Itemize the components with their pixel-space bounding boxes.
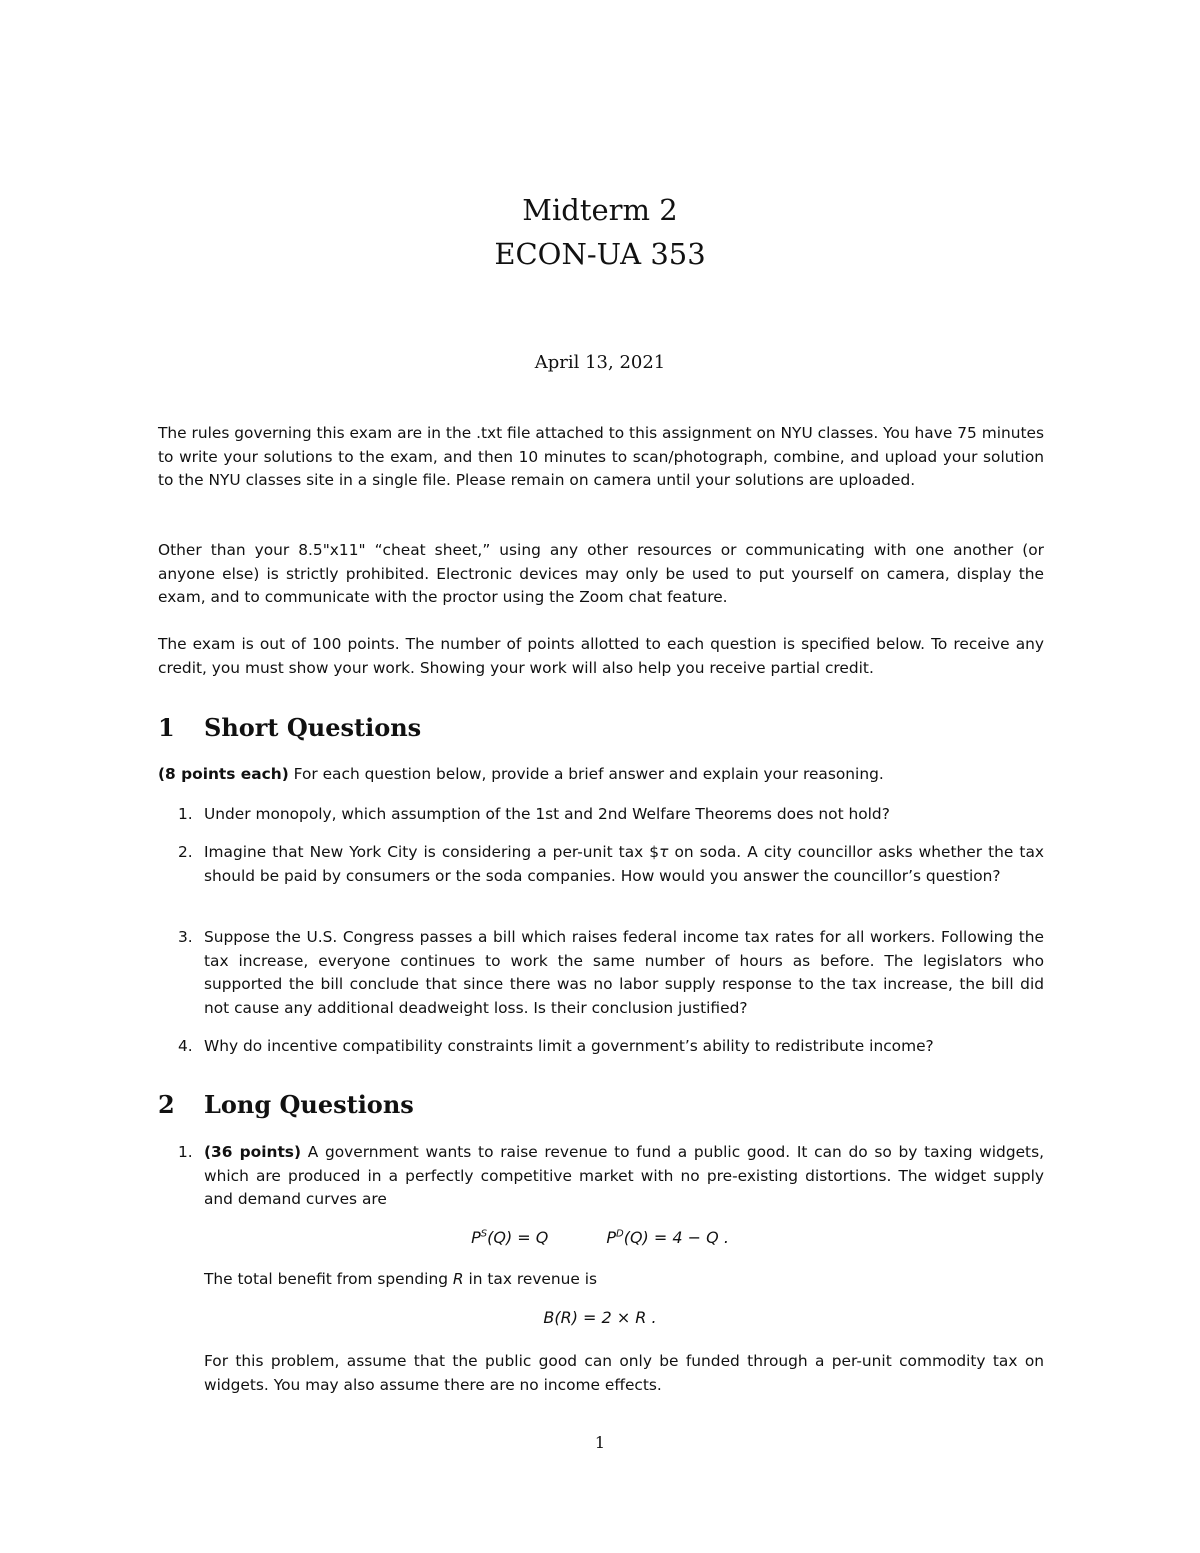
supply-equation-rest: (Q) = Q bbox=[487, 1228, 549, 1247]
page-number: 1 bbox=[594, 1433, 606, 1452]
section-1-instruction-text: For each question below, provide a brief answer and explain your reasoning. bbox=[288, 765, 884, 783]
revenue-variable: R bbox=[452, 1270, 464, 1288]
section-2-heading bbox=[158, 1090, 414, 1119]
exam-title: Midterm 2 bbox=[522, 193, 678, 227]
short-question-4 bbox=[178, 1035, 1044, 1059]
short-question-1 bbox=[178, 803, 1044, 827]
intro-cheat-sheet-paragraph: Other than your 8.5"x11" “cheat sheet,” using any other resources or communicating with one another (or anyone else) is strictly prohibited. Electronic devices may only be used to put yourself on camera, display the exam, and to communicate with the proctor using the Zoom chat feature. bbox=[158, 541, 1044, 606]
question-number: 1. bbox=[178, 1143, 193, 1161]
benefit-sentence bbox=[178, 1268, 1044, 1292]
benefit-equation bbox=[0, 1308, 1200, 1327]
section-1-instruction bbox=[158, 763, 1044, 787]
section-2-title: Long Questions bbox=[204, 1090, 414, 1119]
short-question-2 bbox=[178, 841, 1044, 888]
question-text bbox=[204, 1268, 1044, 1292]
section-2-number: 2 bbox=[158, 1090, 175, 1119]
intro-rules-paragraph: The rules governing this exam are in the .txt file attached to this assignment on NYU classes. You have 75 minutes to write your solutions to the exam, and then 10 minutes to scan/photograph, combine, and upload your solution to the NYU classes site in a single file. Please remain on camera until your solutions are uploaded. bbox=[158, 424, 1044, 489]
section-1-number: 1 bbox=[158, 713, 175, 742]
question-text-part: The total benefit from spending bbox=[204, 1270, 453, 1288]
question-number: 3. bbox=[178, 928, 193, 946]
question-number: 2. bbox=[178, 843, 193, 861]
supply-demand-equations bbox=[0, 1228, 1200, 1247]
demand-equation-rest: (Q) = 4 − Q . bbox=[623, 1228, 729, 1247]
intro-points-paragraph: The exam is out of 100 points. The number of points allotted to each question is specified below. To receive any credit, you must show your work. Showing your work will also help you receive partial credit. bbox=[158, 635, 1044, 677]
question-number: 4. bbox=[178, 1037, 193, 1055]
tau-symbol: τ bbox=[659, 843, 669, 861]
exam-date: April 13, 2021 bbox=[534, 352, 666, 373]
question-text bbox=[204, 841, 1044, 888]
question-text bbox=[204, 1141, 1044, 1212]
supply-superscript: S bbox=[480, 1228, 488, 1240]
demand-superscript: D bbox=[616, 1228, 624, 1240]
question-text: Under monopoly, which assumption of the 1st and 2nd Welfare Theorems does not hold? bbox=[204, 805, 890, 823]
supply-symbol: P bbox=[471, 1228, 481, 1247]
section-1-points: (8 points each) bbox=[158, 765, 289, 783]
section-1-heading bbox=[158, 713, 421, 742]
closing-sentence bbox=[178, 1350, 1044, 1397]
long-question-1 bbox=[178, 1141, 1044, 1212]
course-code: ECON-UA 353 bbox=[494, 237, 706, 271]
benefit-equation-text: B(R) = 2 × R . bbox=[543, 1308, 657, 1327]
question-text-part: Imagine that New York City is considering a per-unit tax $ bbox=[204, 843, 660, 861]
question-points: (36 points) bbox=[204, 1143, 302, 1161]
question-text: Suppose the U.S. Congress passes a bill which raises federal income tax rates for all workers. Following the tax increase, everyone continues to work the same number of hours as before. The legislators who supported the bill conclude that since there was no labor supply response to the tax increase, the bill did not cause any additional deadweight loss. Is their conclusion justified? bbox=[204, 928, 1044, 1017]
section-1-title: Short Questions bbox=[204, 713, 422, 742]
question-text-part: A government wants to raise revenue to fund a public good. It can do so by taxing widgets, which are produced in a perfectly competitive market with no pre-existing distortions. The widget supply and demand curves are bbox=[204, 1143, 1044, 1208]
question-text-part: on soda. A city councillor asks whether the tax should be paid by consumers or the soda companies. How would you answer the councillor’s question? bbox=[204, 843, 1045, 885]
demand-symbol: P bbox=[606, 1228, 617, 1247]
question-number: 1. bbox=[178, 805, 193, 823]
question-text: For this problem, assume that the public good can only be funded through a per-unit commodity tax on widgets. You may also assume there are no income effects. bbox=[204, 1352, 1044, 1394]
short-question-3 bbox=[178, 926, 1044, 1020]
question-text-part: in tax revenue is bbox=[463, 1270, 598, 1288]
question-text: Why do incentive compatibility constraints limit a government’s ability to redistribute income? bbox=[204, 1037, 934, 1055]
